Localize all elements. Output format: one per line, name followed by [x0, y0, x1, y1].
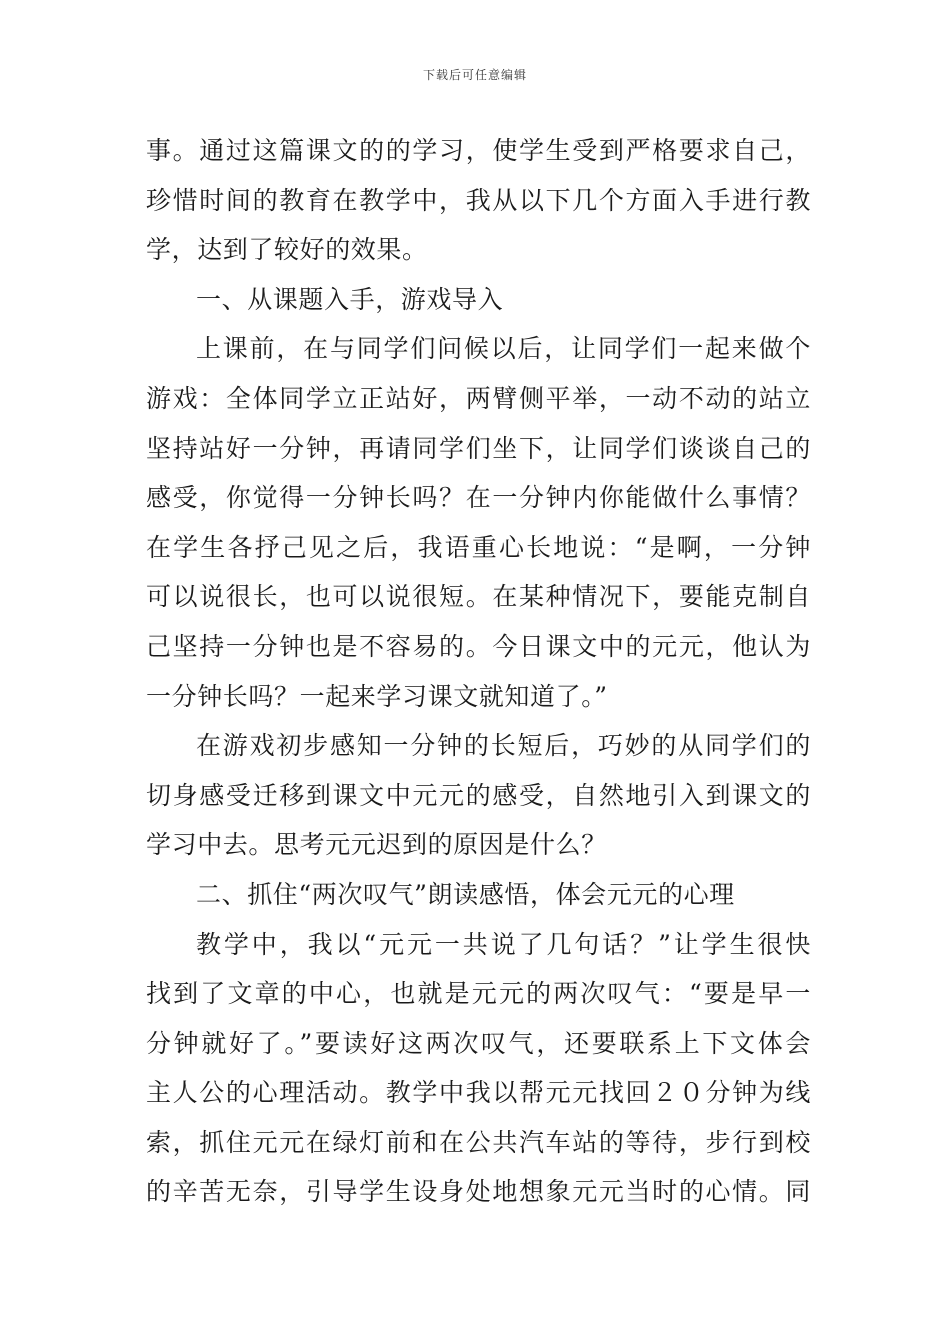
text-line: 索，抓住元元在绿灯前和在公共汽车站的等待，步行到校	[146, 1127, 811, 1157]
text-line: 事。通过这篇课文的的学习，使学生受到严格要求自己，	[146, 136, 811, 165]
text-line: 学习中去。思考元元迟到的原因是什么？	[146, 830, 607, 860]
text-line: 珍惜时间的教育在教学中，我从以下几个方面入手进行教	[146, 185, 811, 215]
text-line: 己坚持一分钟也是不容易的。今日课文中的元元，他认为	[146, 631, 811, 661]
text-line: 切身感受迁移到课文中元元的感受，自然地引入到课文的	[146, 780, 811, 810]
text-line: 分钟就好了。”要读好这两次叹气，还要联系上下文体会	[146, 1028, 811, 1058]
document-body	[146, 126, 811, 1217]
text-line: 学，达到了较好的效果。	[146, 235, 428, 265]
text-line: 游戏：全体同学立正站好，两臂侧平举，一动不动的站立	[146, 383, 811, 413]
text-line: 上课前，在与同学们问候以后，让同学们一起来做个	[196, 334, 811, 364]
text-line: 在学生各抒己见之后，我语重心长地说：“是啊，一分钟	[146, 532, 811, 562]
text-line: 一分钟长吗？一起来学习课文就知道了。”	[146, 681, 608, 711]
text-line: 坚持站好一分钟，再请同学们坐下，让同学们谈谈自己的	[146, 433, 811, 463]
text-line: 主人公的心理活动。教学中我以帮元元找回２０分钟为线	[146, 1078, 811, 1108]
text-line: 一、从课题入手，游戏导入	[196, 284, 504, 314]
text-line: 找到了文章的中心，也就是元元的两次叹气：“要是早一	[146, 979, 811, 1009]
text-line: 教学中，我以“元元一共说了几句话？”让学生很快	[196, 929, 811, 959]
page-header: 下载后可任意编辑	[422, 68, 527, 82]
text-line: 的辛苦无奈，引导学生设身处地想象元元当时的心情。同	[146, 1177, 811, 1207]
text-line: 感受，你觉得一分钟长吗？在一分钟内你能做什么事情？	[146, 483, 811, 513]
text-line: 二、抓住“两次叹气”朗读感悟，体会元元的心理	[196, 879, 735, 909]
text-line: 在游戏初步感知一分钟的长短后，巧妙的从同学们的	[196, 731, 811, 761]
text-line: 可以说很长，也可以说很短。在某种情况下，要能克制自	[146, 582, 811, 612]
